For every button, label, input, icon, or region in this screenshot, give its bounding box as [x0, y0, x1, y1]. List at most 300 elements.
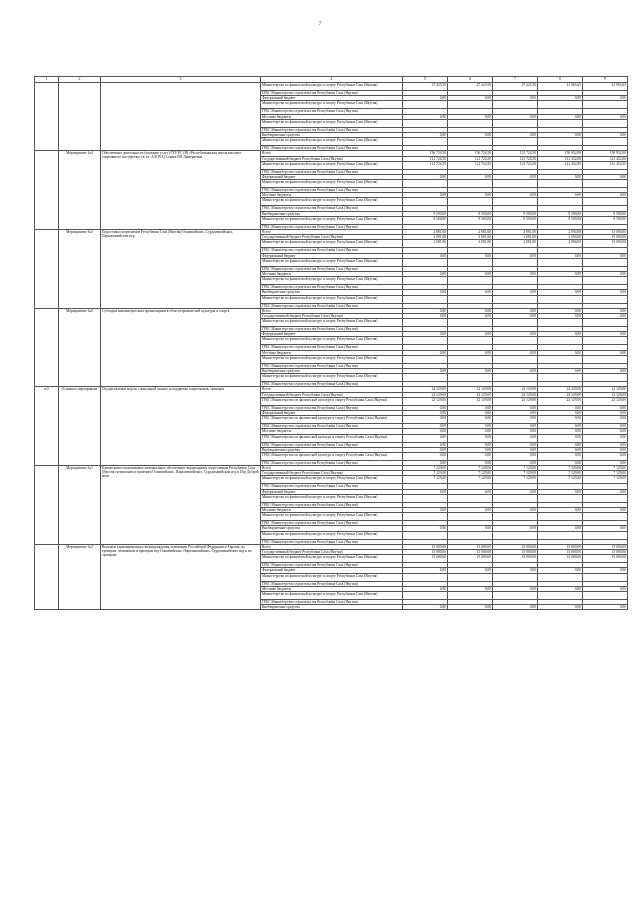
- funding-source: Министерство по физической культуре и спорту Республики Саха (Якутия): [261, 295, 403, 303]
- amount-cell: 0,00: [403, 605, 448, 610]
- funding-source: Местные бюджеты: [261, 586, 403, 591]
- amount-cell: 2 094,00: [538, 230, 583, 235]
- amount-cell: 0,00: [448, 416, 493, 424]
- amount-cell: 0,00: [403, 271, 448, 276]
- funding-source: ГРБС Министерство строительства Республики Саха (Якутия): [261, 303, 403, 308]
- measure-name: Основное мероприятие: [59, 387, 101, 466]
- funding-source: Внебюджетные средства: [261, 447, 403, 452]
- amount-cell: 2 081,00: [493, 230, 538, 235]
- amount-cell: 0,00: [448, 174, 493, 179]
- amount-cell: 0,00: [403, 429, 448, 434]
- funding-source: Министерство по физической культуре и спорту Республики Саха (Якутия): [261, 180, 403, 188]
- amount-cell: 0,00: [538, 452, 583, 460]
- amount-cell: [403, 258, 448, 266]
- amount-cell: [538, 180, 583, 188]
- amount-cell: 2 081,00: [493, 235, 538, 240]
- amount-cell: [403, 101, 448, 109]
- amount-cell: [583, 198, 628, 206]
- amount-cell: [448, 101, 493, 109]
- amount-cell: 0,00: [448, 290, 493, 295]
- funding-source: ГРБС Министерство по физической культуре и спорту Республики Саха (Якутия): [261, 434, 403, 442]
- funding-source: Всего: [261, 230, 403, 235]
- amount-cell: 9 500,00: [538, 211, 583, 216]
- amount-cell: 15 000,00: [403, 549, 448, 554]
- funding-source: Государственный бюджет Республики Саха (Якутия): [261, 392, 403, 397]
- amount-cell: 15 000,00: [493, 544, 538, 549]
- funding-source: ГРБС Министерство строительства Республики Саха (Якутия): [261, 539, 403, 544]
- amount-cell: [403, 180, 448, 188]
- amount-cell: 22 129,00: [583, 397, 628, 405]
- amount-cell: [448, 119, 493, 127]
- amount-cell: 15 000,00: [538, 555, 583, 563]
- amount-cell: 0,00: [583, 405, 628, 410]
- amount-cell: 0,00: [538, 290, 583, 295]
- amount-cell: 22 129,00: [538, 397, 583, 405]
- funding-source: Всего: [261, 308, 403, 313]
- amount-cell: 136 724,50: [403, 151, 448, 156]
- amount-cell: [538, 355, 583, 363]
- amount-cell: 0,00: [583, 369, 628, 374]
- amount-cell: 9 500,00: [448, 216, 493, 224]
- amount-cell: 0,00: [403, 114, 448, 119]
- measure-description: Выплаты единовременного вознаграждения чемпионам Российской Федерации и Европы, их тренерам, чемпионам и призерам игр Олимпийских, Паралимпийских, Сурдлимпийских игр и их тренерам: [101, 544, 261, 610]
- amount-cell: [583, 295, 628, 303]
- amount-cell: 0,00: [493, 271, 538, 276]
- funding-source: ГРБС Министерство строительства Республики Саха (Якутия): [261, 599, 403, 604]
- funding-source: ГРБС Министерство строительства Республики Саха (Якутия): [261, 424, 403, 429]
- amount-cell: 7 129,00: [538, 466, 583, 471]
- amount-cell: [493, 513, 538, 521]
- amount-cell: 0,00: [403, 313, 448, 318]
- amount-cell: 7 129,00: [403, 476, 448, 484]
- amount-cell: 41 065,65: [538, 83, 583, 91]
- amount-cell: 9 500,00: [583, 216, 628, 224]
- funding-source: Государственный бюджет Республики Саха (Якутия): [261, 235, 403, 240]
- amount-cell: 0,00: [403, 442, 448, 447]
- amount-cell: 0,00: [403, 447, 448, 452]
- amount-cell: 0,00: [493, 424, 538, 429]
- amount-cell: 7 129,00: [583, 476, 628, 484]
- funding-source: Федеральный бюджет: [261, 489, 403, 494]
- amount-cell: 2 081,00: [448, 240, 493, 248]
- funding-source: Федеральный бюджет: [261, 568, 403, 573]
- amount-cell: [448, 198, 493, 206]
- amount-cell: 2 081,00: [448, 230, 493, 235]
- amount-cell: [583, 119, 628, 127]
- amount-cell: 0,00: [403, 350, 448, 355]
- funding-source: ГРБС Министерство строительства Республики Саха (Якутия): [261, 169, 403, 174]
- funding-source: Местные бюджеты: [261, 508, 403, 513]
- amount-cell: 0,00: [448, 424, 493, 429]
- amount-cell: [493, 573, 538, 581]
- amount-cell: 9 500,00: [493, 216, 538, 224]
- amount-cell: [583, 277, 628, 285]
- amount-cell: 2 081,00: [403, 230, 448, 235]
- amount-cell: 0,00: [538, 526, 583, 531]
- amount-cell: 0,00: [403, 526, 448, 531]
- amount-cell: [403, 513, 448, 521]
- amount-cell: 7 129,00: [403, 471, 448, 476]
- amount-cell: 0,00: [583, 605, 628, 610]
- amount-cell: 0,00: [448, 308, 493, 313]
- amount-cell: 0,00: [538, 308, 583, 313]
- amount-cell: 0,00: [403, 586, 448, 591]
- funding-source: Местные бюджеты: [261, 271, 403, 276]
- funding-source: Федеральный бюджет: [261, 96, 403, 101]
- funding-source: Местные бюджеты: [261, 114, 403, 119]
- amount-cell: 0,00: [403, 332, 448, 337]
- amount-cell: 9 500,00: [538, 216, 583, 224]
- amount-cell: 0,00: [583, 460, 628, 465]
- funding-source: ГРБС Министерство строительства Республики Саха (Якутия): [261, 563, 403, 568]
- amount-cell: [448, 591, 493, 599]
- amount-cell: [403, 198, 448, 206]
- amount-cell: 22 129,00: [448, 397, 493, 405]
- amount-cell: 0,00: [448, 332, 493, 337]
- amount-cell: 141 452,00: [583, 156, 628, 161]
- page-number: 7: [318, 22, 322, 27]
- amount-cell: 0,00: [583, 253, 628, 258]
- amount-cell: 9 500,00: [403, 211, 448, 216]
- amount-cell: 0,00: [538, 489, 583, 494]
- amount-cell: 0,00: [448, 605, 493, 610]
- amount-cell: [403, 374, 448, 382]
- amount-cell: 9 500,00: [583, 211, 628, 216]
- measure-name: Мероприятие №6: [59, 308, 101, 387]
- budget-table: [34, 76, 628, 610]
- row-code: [35, 83, 59, 151]
- funding-source: Внебюджетные средства: [261, 526, 403, 531]
- funding-source: Внебюджетные средства: [261, 369, 403, 374]
- amount-cell: [583, 101, 628, 109]
- amount-cell: [403, 277, 448, 285]
- funding-source: Министерство по физической культуре и спорту Республики Саха (Якутия): [261, 374, 403, 382]
- funding-source: Внебюджетные средства: [261, 132, 403, 137]
- measure-description: Обеспечение деятельности (оказание услуг) ГБУ РС (Я) «Республиканская школа высшего спортивного мастерства» (в т.ч. АЛОХХ) Ставка РМ Дмитриевна: [101, 151, 261, 230]
- funding-source: ГРБС Министерство строительства Республики Саха (Якутия): [261, 382, 403, 387]
- amount-cell: [493, 258, 538, 266]
- amount-cell: 0,00: [493, 526, 538, 531]
- amount-cell: 0,00: [493, 114, 538, 119]
- amount-cell: 22 129,00: [538, 392, 583, 397]
- funding-source: Министерство по физической культуре и спорту Республики Саха (Якутия): [261, 277, 403, 285]
- amount-cell: [538, 591, 583, 599]
- amount-cell: 0,00: [403, 96, 448, 101]
- amount-cell: 0,00: [583, 508, 628, 513]
- amount-cell: 15 000,00: [448, 555, 493, 563]
- amount-cell: 0,00: [583, 193, 628, 198]
- funding-source: ГРБС Министерство строительства Республики Саха (Якутия): [261, 224, 403, 229]
- amount-cell: 0,00: [493, 308, 538, 313]
- funding-source: ГРБС Министерство строительства Республики Саха (Якутия): [261, 405, 403, 410]
- funding-source: Министерство по физической культуре и спорту Республики Саха (Якутия): [261, 119, 403, 127]
- amount-cell: [493, 180, 538, 188]
- amount-cell: 0,00: [538, 132, 583, 137]
- funding-source: Министерство по физической культуре и спорту Республики Саха (Якутия): [261, 513, 403, 521]
- amount-cell: 7 129,00: [583, 466, 628, 471]
- amount-cell: 0,00: [583, 410, 628, 415]
- funding-source: Министерство по физической культуре и спорту Республики Саха (Якутия): [261, 494, 403, 502]
- amount-cell: 0,00: [448, 271, 493, 276]
- amount-cell: 7 129,00: [448, 471, 493, 476]
- amount-cell: 0,00: [493, 568, 538, 573]
- amount-cell: 22 129,00: [448, 392, 493, 397]
- amount-cell: 0,00: [493, 96, 538, 101]
- amount-cell: 0,00: [538, 424, 583, 429]
- amount-cell: [448, 319, 493, 327]
- amount-cell: [448, 513, 493, 521]
- amount-cell: 0,00: [493, 350, 538, 355]
- header-cell: 4: [261, 77, 403, 83]
- row-code: [35, 151, 59, 230]
- amount-cell: 0,00: [583, 429, 628, 434]
- amount-cell: [583, 319, 628, 327]
- amount-cell: 15 000,00: [583, 549, 628, 554]
- amount-cell: 0,00: [448, 96, 493, 101]
- amount-cell: [583, 374, 628, 382]
- amount-cell: 0,00: [448, 429, 493, 434]
- amount-cell: 9 500,00: [493, 211, 538, 216]
- amount-cell: 0,00: [538, 568, 583, 573]
- amount-cell: 0,00: [493, 416, 538, 424]
- amount-cell: 0,00: [403, 308, 448, 313]
- amount-cell: 121 724,50: [403, 156, 448, 161]
- amount-cell: 7 129,00: [448, 466, 493, 471]
- amount-cell: 0,00: [493, 405, 538, 410]
- measure-name: Мероприятие №1: [59, 466, 101, 545]
- funding-source: Министерство по физической культуре и спорту Республики Саха (Якутия): [261, 198, 403, 206]
- amount-cell: 0,00: [583, 332, 628, 337]
- amount-cell: [403, 319, 448, 327]
- amount-cell: 0,00: [448, 460, 493, 465]
- amount-cell: 0,00: [538, 460, 583, 465]
- amount-cell: 0,00: [403, 489, 448, 494]
- amount-cell: 2 081,00: [403, 240, 448, 248]
- funding-source: Государственный бюджет Республики Саха (Якутия): [261, 471, 403, 476]
- amount-cell: 27 225,50: [448, 83, 493, 91]
- amount-cell: [493, 277, 538, 285]
- amount-cell: [448, 258, 493, 266]
- amount-cell: [583, 337, 628, 345]
- funding-source: ГРБС Министерство по физической культуре и спорту Республики Саха (Якутия): [261, 452, 403, 460]
- amount-cell: 15 000,00: [448, 549, 493, 554]
- amount-cell: 22 129,00: [538, 387, 583, 392]
- funding-source: Внебюджетные средства: [261, 211, 403, 216]
- amount-cell: [403, 494, 448, 502]
- amount-cell: [583, 513, 628, 521]
- amount-cell: [538, 138, 583, 146]
- amount-cell: [538, 258, 583, 266]
- amount-cell: 0,00: [493, 290, 538, 295]
- funding-source: Внебюджетные средства: [261, 605, 403, 610]
- amount-cell: 0,00: [538, 271, 583, 276]
- amount-cell: 0,00: [538, 447, 583, 452]
- funding-source: Государственный бюджет Республики Саха (Якутия): [261, 549, 403, 554]
- amount-cell: 15 000,00: [538, 549, 583, 554]
- amount-cell: 15 000,00: [583, 555, 628, 563]
- amount-cell: 0,00: [493, 332, 538, 337]
- amount-cell: [583, 573, 628, 581]
- amount-cell: 2 081,00: [448, 235, 493, 240]
- amount-cell: [538, 573, 583, 581]
- amount-cell: 0,00: [583, 434, 628, 442]
- amount-cell: [538, 119, 583, 127]
- amount-cell: [403, 337, 448, 345]
- amount-cell: 0,00: [538, 586, 583, 591]
- funding-source: Министерство по физической культуре и спорту Республики Саха (Якутия): [261, 319, 403, 327]
- amount-cell: 0,00: [403, 508, 448, 513]
- amount-cell: 0,00: [583, 489, 628, 494]
- row-code: [35, 466, 59, 545]
- amount-cell: 0,00: [493, 369, 538, 374]
- amount-cell: 0,00: [448, 568, 493, 573]
- measure-description: Осуществление мер по социальной защите и поддержке спортсменов, тренеров: [101, 387, 261, 466]
- funding-source: Федеральный бюджет: [261, 332, 403, 337]
- amount-cell: 15 000,00: [403, 544, 448, 549]
- funding-source: ГРБС Министерство строительства Республики Саха (Якутия): [261, 206, 403, 211]
- amount-cell: 0,00: [583, 568, 628, 573]
- row-code: [35, 230, 59, 309]
- header-cell: 5: [403, 77, 448, 83]
- funding-source: Министерство по физической культуре и спорту Республики Саха (Якутия): [261, 573, 403, 581]
- amount-cell: 7 129,00: [493, 466, 538, 471]
- amount-cell: [403, 119, 448, 127]
- amount-cell: 0,00: [448, 452, 493, 460]
- amount-cell: 27 225,50: [493, 83, 538, 91]
- amount-cell: 0,00: [448, 489, 493, 494]
- amount-cell: [583, 531, 628, 539]
- funding-source: Федеральный бюджет: [261, 410, 403, 415]
- amount-cell: [583, 591, 628, 599]
- funding-source: Министерство по физической культуре и спорту Республики Саха (Якутия): [261, 216, 403, 224]
- funding-source: Всего: [261, 151, 403, 156]
- amount-cell: [403, 591, 448, 599]
- amount-cell: [583, 180, 628, 188]
- funding-source: Министерство по физической культуре и спорту Республики Саха (Якутия): [261, 355, 403, 363]
- amount-cell: 150 952,00: [583, 151, 628, 156]
- funding-source: ГРБС Министерство строительства Республики Саха (Якутия): [261, 502, 403, 507]
- amount-cell: [538, 374, 583, 382]
- funding-source: ГРБС Министерство строительства Республики Саха (Якутия): [261, 285, 403, 290]
- amount-cell: 0,00: [538, 332, 583, 337]
- amount-cell: 0,00: [583, 290, 628, 295]
- amount-cell: [448, 573, 493, 581]
- amount-cell: 0,00: [493, 442, 538, 447]
- amount-cell: 0,00: [583, 132, 628, 137]
- amount-cell: [448, 494, 493, 502]
- amount-cell: [493, 295, 538, 303]
- amount-cell: 0,00: [493, 586, 538, 591]
- amount-cell: 0,00: [403, 174, 448, 179]
- amount-cell: [448, 180, 493, 188]
- funding-source: Министерство по физической культуре и спорту Республики Саха (Якутия): [261, 591, 403, 599]
- amount-cell: 0,00: [493, 193, 538, 198]
- funding-source: ГРБС Министерство строительства Республики Саха (Якутия): [261, 248, 403, 253]
- amount-cell: 0,00: [583, 308, 628, 313]
- amount-cell: 15 000,00: [583, 544, 628, 549]
- amount-cell: [493, 591, 538, 599]
- table-row: [35, 83, 628, 91]
- funding-source: Министерство по физической культуре и спорту Республики Саха (Якутия): [261, 555, 403, 563]
- amount-cell: 0,00: [448, 442, 493, 447]
- funding-source: ГРБС Министерство строительства Республики Саха (Якутия): [261, 127, 403, 132]
- amount-cell: 0,00: [448, 369, 493, 374]
- amount-cell: 0,00: [583, 114, 628, 119]
- amount-cell: 0,00: [538, 429, 583, 434]
- funding-source: ГРБС Министерство строительства Республики Саха (Якутия): [261, 581, 403, 586]
- measure-description: Ежемесячное пожизненное материальное обеспечение выдающимся спортсменам Республики Саха (Якутия) чемпионам и призерам Олимпийских, Паралимпийских, Сурдлимпийских игр и Игр Доброй воли: [101, 466, 261, 545]
- amount-cell: 22 129,00: [493, 392, 538, 397]
- funding-source: ГРБС Министерство строительства Республики Саха (Якутия): [261, 363, 403, 368]
- funding-source: Министерство по физической культуре и спорту Республики Саха (Якутия): [261, 101, 403, 109]
- measure-description: Подготовка спортсменов Республики Саха (Якутия) Олимпийских, Сурдлимпийских, Паралимпийских игр: [101, 230, 261, 309]
- funding-source: Местные бюджеты: [261, 429, 403, 434]
- funding-source: ГРБС Министерство строительства Республики Саха (Якутия): [261, 327, 403, 332]
- amount-cell: 0,00: [538, 350, 583, 355]
- amount-cell: 141 452,00: [583, 161, 628, 169]
- amount-cell: 2 081,00: [403, 235, 448, 240]
- amount-cell: 0,00: [538, 442, 583, 447]
- amount-cell: [403, 573, 448, 581]
- amount-cell: [538, 101, 583, 109]
- funding-source: Государственный бюджет Республики Саха (Якутия): [261, 156, 403, 161]
- amount-cell: 22 129,00: [493, 387, 538, 392]
- amount-cell: 0,00: [538, 605, 583, 610]
- amount-cell: 22 129,00: [403, 397, 448, 405]
- amount-cell: 0,00: [493, 489, 538, 494]
- funding-source: Министерство по физической культуре и спорту Республики Саха (Якутия): [261, 258, 403, 266]
- funding-source: ГРБС Министерство строительства Республики Саха (Якутия): [261, 460, 403, 465]
- funding-source: Министерство по физической культуре и спорту Республики Саха (Якутия): [261, 138, 403, 146]
- amount-cell: 15 000,00: [583, 230, 628, 235]
- amount-cell: [583, 494, 628, 502]
- header-cell: 1: [35, 77, 59, 83]
- amount-cell: 0,00: [493, 447, 538, 452]
- funding-source: ГРБС Министерство строительства Республики Саха (Якутия): [261, 345, 403, 350]
- amount-cell: [583, 355, 628, 363]
- header-cell: 2: [59, 77, 101, 83]
- amount-cell: 0,00: [448, 114, 493, 119]
- amount-cell: 0,00: [403, 253, 448, 258]
- amount-cell: 121 724,50: [493, 156, 538, 161]
- amount-cell: [493, 531, 538, 539]
- amount-cell: 0,00: [538, 410, 583, 415]
- amount-cell: [403, 531, 448, 539]
- header-cell: 9: [583, 77, 628, 83]
- amount-cell: 15 000,00: [538, 544, 583, 549]
- amount-cell: 0,00: [448, 405, 493, 410]
- amount-cell: 0,00: [403, 452, 448, 460]
- amount-cell: [448, 295, 493, 303]
- amount-cell: 2 094,00: [538, 240, 583, 248]
- amount-cell: 0,00: [403, 424, 448, 429]
- funding-source: ГРБС Министерство строительства Республики Саха (Якутия): [261, 521, 403, 526]
- amount-cell: 7 129,00: [403, 466, 448, 471]
- funding-source: ГРБС Министерство строительства Республики Саха (Якутия): [261, 266, 403, 271]
- amount-cell: [493, 319, 538, 327]
- amount-cell: 121 724,50: [448, 156, 493, 161]
- amount-cell: 0,00: [583, 452, 628, 460]
- row-code: [35, 544, 59, 610]
- amount-cell: 0,00: [538, 405, 583, 410]
- header-cell: 8: [538, 77, 583, 83]
- amount-cell: 0,00: [448, 526, 493, 531]
- amount-cell: 0,00: [538, 313, 583, 318]
- amount-cell: 136 724,50: [448, 151, 493, 156]
- amount-cell: 121 724,50: [403, 161, 448, 169]
- amount-cell: 0,00: [493, 460, 538, 465]
- amount-cell: [448, 531, 493, 539]
